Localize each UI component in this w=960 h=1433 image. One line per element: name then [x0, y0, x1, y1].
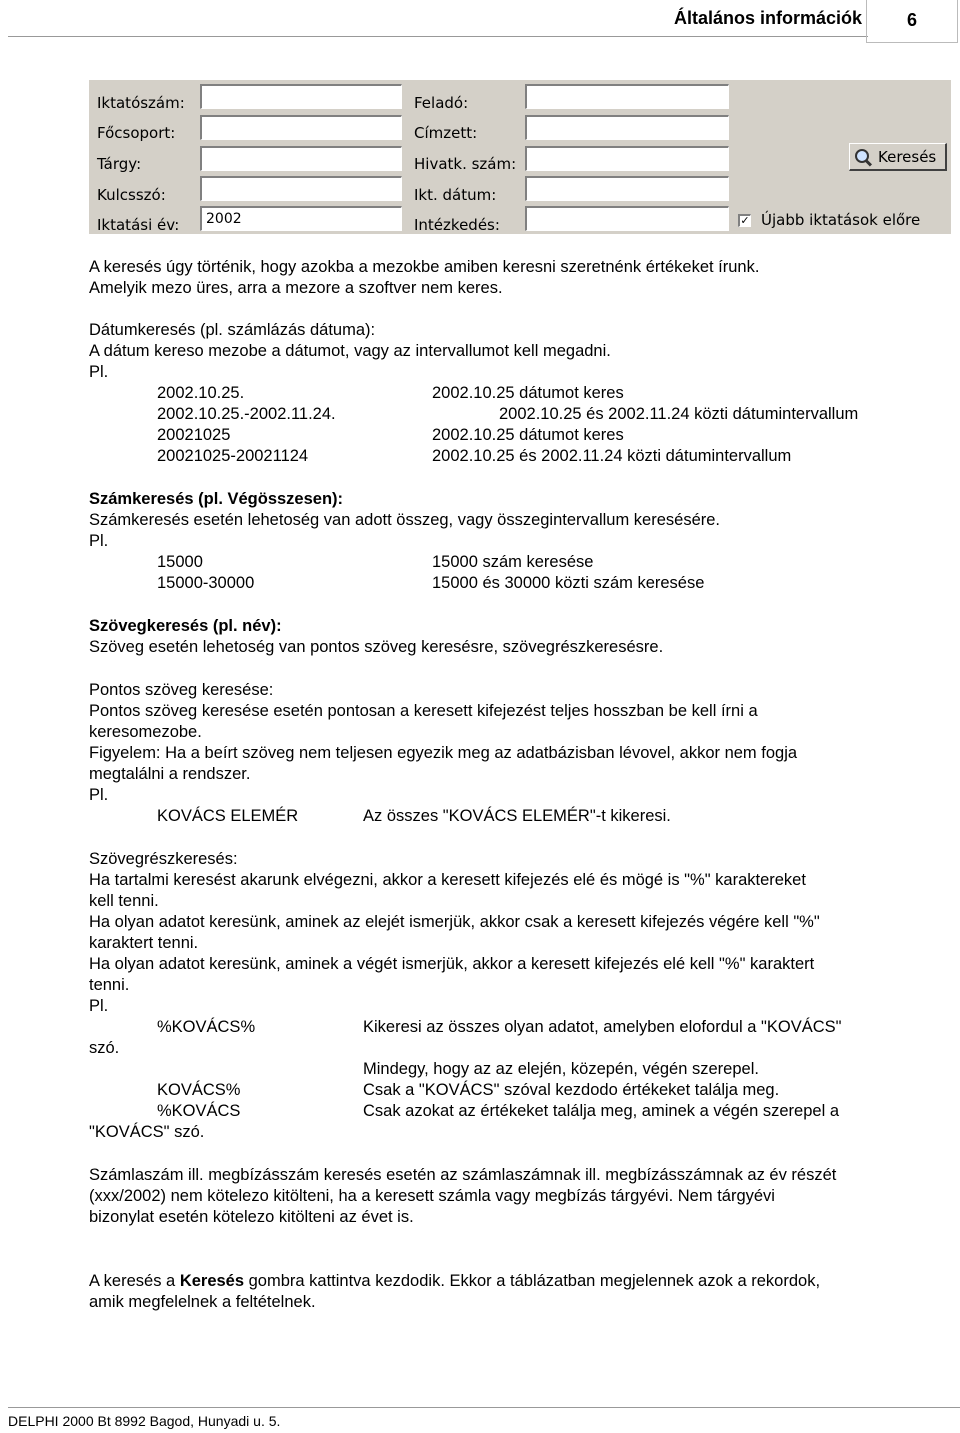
date-heading: Dátumkeresés (pl. számlázás dátuma): — [89, 321, 376, 339]
part-heading: Szövegrészkeresés: — [89, 850, 238, 868]
part-line-2: kell tenni. — [89, 892, 159, 910]
number-desc: Számkeresés esetén lehetoség van adott összeg, vagy összegintervallum keresésére. — [89, 511, 721, 529]
kulcsszo-input[interactable] — [200, 176, 402, 201]
search-form — [89, 80, 951, 234]
exact-line-4: megtalálni a rendszer. — [89, 765, 251, 783]
text-desc: Szöveg esetén lehetoség van pontos szöveg keresésre, szövegrészkeresésre. — [89, 638, 664, 656]
invoice-line-2: (xxx/2002) nem kötelezo kitölteni, ha a keresett számla vagy megbízás tárgyévi. Nem tárgyévi — [89, 1187, 775, 1205]
part-pl: Pl. — [89, 997, 109, 1015]
date-example-key: 2002.10.25. — [157, 384, 245, 402]
final-post: gombra kattintva kezdodik. Ekkor a táblázatban megjelennek azok a rekordok, — [244, 1272, 821, 1290]
number-example-value: 15000 szám keresése — [432, 553, 594, 571]
exact-example-key: KOVÁCS ELEMÉR — [157, 807, 299, 825]
date-example-value: 2002.10.25 dátumot keres — [432, 426, 624, 444]
final-line-2: amik megfelelnek a feltételnek. — [89, 1293, 316, 1311]
intezkedes-input[interactable] — [525, 206, 729, 231]
date-example-value: 2002.10.25 dátumot keres — [432, 384, 624, 402]
date-desc: A dátum kereso mezobe a dátumot, vagy az intervallumot kell megadni. — [89, 342, 611, 360]
label-felado: Feladó: — [414, 94, 469, 112]
intro-line-2: Amelyik mezo üres, arra a mezore a szoftver nem keres. — [89, 279, 503, 297]
text-heading: Szövegkeresés (pl. név): — [89, 617, 282, 635]
part-example-value: Csak a "KOVÁCS" szóval kezdodo értékeket találja meg. — [363, 1081, 780, 1099]
final-pre: A keresés a — [89, 1272, 180, 1290]
cimzett-input[interactable] — [525, 115, 729, 140]
invoice-line-1: Számlaszám ill. megbízásszám keresés esetén az számlaszámnak ill. megbízásszámnak az év részét — [89, 1166, 837, 1184]
label-focsoport: Főcsoport: — [97, 124, 176, 142]
part-example-key: %KOVÁCS — [157, 1102, 241, 1120]
exact-pl: Pl. — [89, 786, 109, 804]
search-button-label: Keresés — [878, 147, 937, 166]
date-example-value: 2002.10.25 és 2002.11.24 közti dátumintervallum — [432, 447, 792, 465]
part-example-note: Mindegy, hogy az az elején, közepén, végén szerepel. — [363, 1060, 759, 1078]
part-line-5: Ha olyan adatot keresünk, aminek a végét ismerjük, akkor a keresett kifejezés elé kell "%" karaktert — [89, 955, 815, 973]
exact-line-1: Pontos szöveg keresése esetén pontosan a keresett kifejezést teljes hosszban be kell írni a — [89, 702, 758, 720]
intro-line-1: A keresés úgy történik, hogy azokba a mezokbe amiben keresni szeretnénk értékeket írunk. — [89, 258, 760, 276]
number-pl: Pl. — [89, 532, 109, 550]
label-hivatk-szam: Hivatk. szám: — [414, 155, 517, 173]
targy-input[interactable] — [200, 146, 402, 171]
footer-address: DELPHI 2000 Bt 8992 Bagod, Hunyadi u. 5. — [8, 1413, 281, 1429]
part-line-3: Ha olyan adatot keresünk, aminek az elejét ismerjük, akkor csak a keresett kifejezés végére kell "%" — [89, 913, 820, 931]
final-line-1 — [89, 1271, 820, 1291]
magnifier-icon — [854, 148, 872, 166]
label-intezkedes: Intézkedés: — [414, 216, 500, 234]
date-example-value: 2002.10.25 és 2002.11.24 közti dátumintervallum — [499, 405, 859, 423]
exact-example-value: Az összes "KOVÁCS ELEMÉR"-t kikeresi. — [363, 807, 671, 825]
header-rule — [8, 36, 868, 37]
header-title: Általános információk — [673, 8, 862, 28]
iktatoszam-input[interactable] — [200, 84, 402, 109]
page-header — [8, 0, 960, 40]
part-line-1: Ha tartalmi keresést akarunk elvégezni, akkor a keresett kifejezés elé és mögé is "%" karaktereket — [89, 871, 806, 889]
part-example-value: Csak azokat az értékeket találja meg, aminek a végén szerepel a — [363, 1102, 840, 1120]
part-line-6: tenni. — [89, 976, 130, 994]
part-example-key: KOVÁCS% — [157, 1081, 241, 1099]
number-example-key: 15000 — [157, 553, 203, 571]
felado-input[interactable] — [525, 84, 729, 109]
label-iktatasi-ev: Iktatási év: — [97, 216, 180, 234]
number-heading: Számkeresés (pl. Végösszesen): — [89, 490, 344, 508]
part-line-4: karaktert tenni. — [89, 934, 199, 952]
label-cimzett: Címzett: — [414, 124, 478, 142]
focsoport-input[interactable] — [200, 115, 402, 140]
ikt-datum-input[interactable] — [525, 176, 729, 201]
exact-line-2: keresomezobe. — [89, 723, 202, 741]
footer-rule — [8, 1407, 960, 1408]
part-example-value-cont: "KOVÁCS" szó. — [89, 1123, 205, 1141]
label-ikt-datum: Ikt. dátum: — [414, 186, 497, 204]
number-example-key: 15000-30000 — [157, 574, 255, 592]
date-pl: Pl. — [89, 363, 109, 381]
number-example-value: 15000 és 30000 közti szám keresése — [432, 574, 705, 592]
date-example-key: 2002.10.25.-2002.11.24. — [157, 405, 336, 423]
newer-first-checkbox[interactable]: ✓ — [738, 214, 751, 227]
search-button[interactable] — [849, 143, 947, 171]
hivatk-szam-input[interactable] — [525, 146, 729, 171]
part-example-key: %KOVÁCS% — [157, 1018, 256, 1036]
iktatasi-ev-input[interactable]: 2002 — [200, 206, 402, 231]
label-iktatoszam: Iktatószám: — [97, 94, 185, 112]
final-bold: Keresés — [179, 1272, 245, 1290]
part-example-value: Kikeresi az összes olyan adatot, amelyben elofordul a "KOVÁCS" — [363, 1018, 842, 1036]
exact-line-3: Figyelem: Ha a beírt szöveg nem teljesen egyezik meg az adatbázisban lévovel, akkor nem fogja — [89, 744, 798, 762]
invoice-line-3: bizonylat esetén kötelezo kitölteni az évet is. — [89, 1208, 414, 1226]
part-example-value-cont: szó. — [89, 1039, 120, 1057]
date-example-key: 20021025 — [157, 426, 231, 444]
label-targy: Tárgy: — [97, 155, 142, 173]
page-number: 6 — [866, 0, 958, 43]
exact-heading: Pontos szöveg keresése: — [89, 681, 274, 699]
newer-first-label: Újabb iktatások előre — [761, 211, 921, 229]
label-kulcsszo: Kulcsszó: — [97, 186, 166, 204]
date-example-key: 20021025-20021124 — [157, 447, 309, 465]
